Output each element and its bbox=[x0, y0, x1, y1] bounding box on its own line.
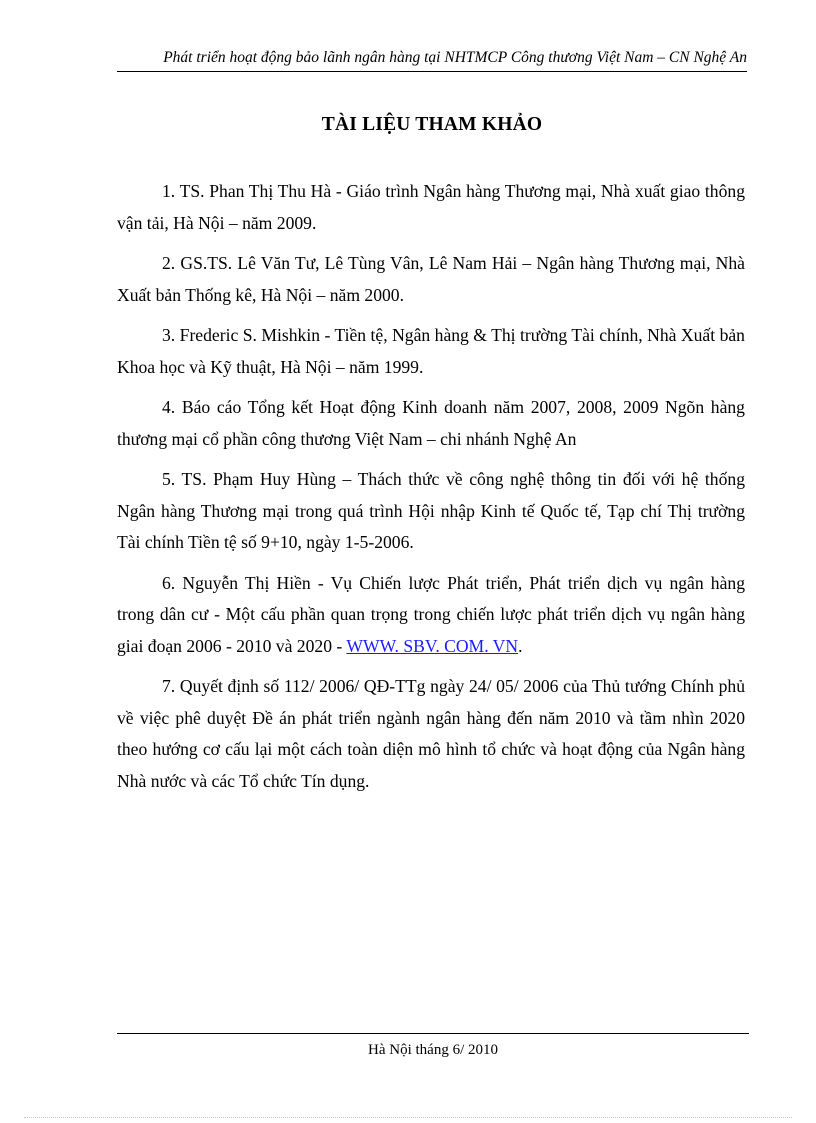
reference-number: 5. bbox=[162, 469, 176, 489]
reference-text: Nguyễn Thị Hiền - Vụ Chiến lược Phát triển, Phát triển dịch vụ ngân hàng trong dân cư - Một cấu phần quan trọng trong chiến lược phát triển dịch vụ ngân hàng giai đoạn 2006 - 2010 và 2020 - bbox=[117, 572, 745, 656]
reference-text: Báo cáo Tổng kết Hoạt động Kinh doanh năm 2007, 2008, 2009 Ngõn hàng thương mại cổ phần công thương Việt Nam – chi nhánh Nghệ An bbox=[117, 397, 745, 449]
running-header: Phát triển hoạt động bảo lãnh ngân hàng tại NHTMCP Công thương Việt Nam – CN Nghệ An bbox=[163, 49, 747, 66]
footer-divider bbox=[117, 1033, 749, 1034]
reference-item bbox=[117, 392, 745, 455]
reference-number: 2. bbox=[162, 253, 176, 273]
footer-place-date: Hà Nội tháng 6/ 2010 bbox=[368, 1042, 498, 1058]
reference-text: TS. Phan Thị Thu Hà - Giáo trình Ngân hàng Thương mại, Nhà xuất giao thông vận tải, Hà Nội – năm 2009. bbox=[117, 181, 745, 233]
reference-number: 4. bbox=[162, 397, 176, 417]
reference-item bbox=[117, 248, 745, 311]
reference-item bbox=[117, 464, 745, 559]
reference-item bbox=[117, 568, 745, 663]
sbv-website-link[interactable]: WWW. SBV. COM. VN bbox=[346, 635, 519, 656]
reference-number: 3. bbox=[162, 325, 176, 345]
reference-number: 1. bbox=[162, 181, 176, 201]
reference-list bbox=[117, 176, 745, 806]
reference-text-end: . bbox=[518, 635, 523, 656]
reference-number: 7. bbox=[162, 676, 176, 696]
reference-item bbox=[117, 320, 745, 383]
reference-text: TS. Phạm Huy Hùng – Thách thức về công nghệ thông tin đối với hệ thống Ngân hàng Thương mại trong quá trình Hội nhập Kinh tế Quốc tế, Tạp chí Thị trường Tài chính Tiền tệ số 9+10, ngày 1-5-2006. bbox=[117, 469, 745, 552]
reference-text: Quyết định số 112/ 2006/ QĐ-TTg ngày 24/ 05/ 2006 của Thủ tướng Chính phủ về việc phê duyệt Đề án phát triển ngành ngân hàng đến năm 2010 và tầm nhìn 2020 theo hướng cơ cấu lại một cách toàn diện mô hình tổ chức và hoạt động của Ngân hàng Nhà nước và các Tổ chức Tín dụng. bbox=[117, 676, 745, 791]
page-bottom-edge bbox=[24, 1117, 792, 1118]
page-title: TÀI LIỆU THAM KHẢO bbox=[321, 114, 543, 135]
reference-item bbox=[117, 176, 745, 239]
reference-text: Frederic S. Mishkin - Tiền tệ, Ngân hàng & Thị trường Tài chính, Nhà Xuất bản Khoa học và Kỹ thuật, Hà Nội – năm 1999. bbox=[117, 325, 745, 377]
reference-number: 6. bbox=[162, 572, 176, 593]
reference-text: GS.TS. Lê Văn Tư, Lê Tùng Vân, Lê Nam Hải – Ngân hàng Thương mại, Nhà Xuất bản Thống kê, Hà Nội – năm 2000. bbox=[117, 253, 745, 305]
reference-item bbox=[117, 671, 745, 797]
header-divider bbox=[117, 71, 747, 72]
